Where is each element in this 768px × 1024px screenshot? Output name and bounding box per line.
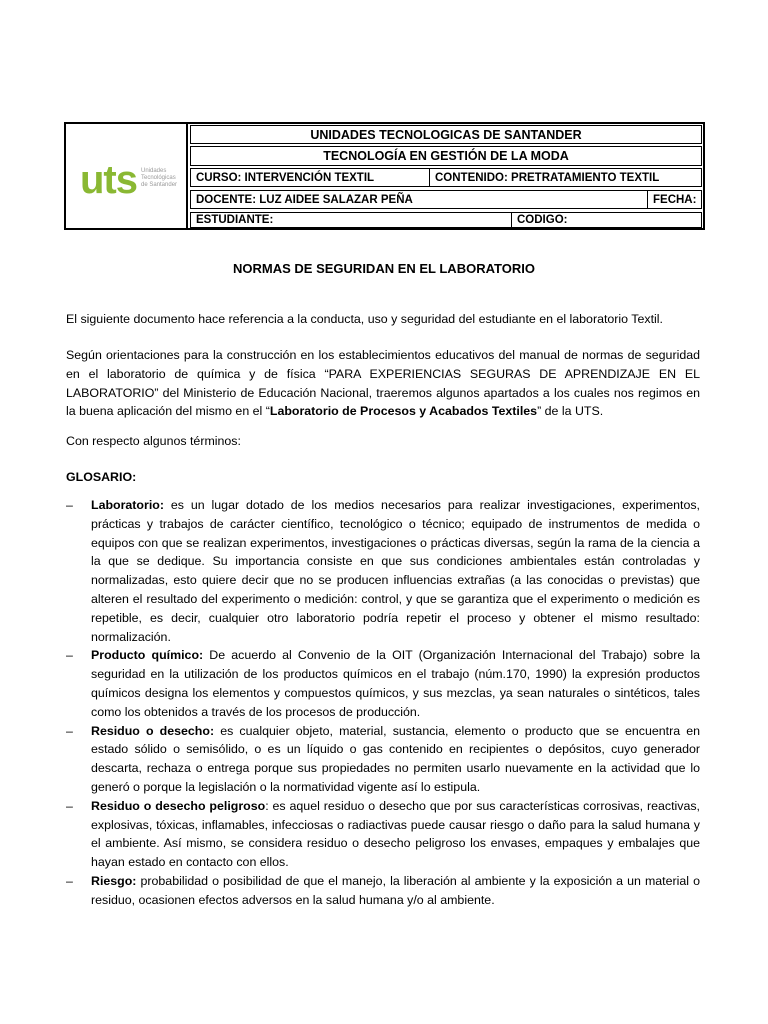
glossary-definition: : es aquel residuo o desecho que por sus características corrosivas, reactivas, explosivas, tóxicas, inflamables, infecciosas o radiactivas puede causar riesgo o daño para la salud humana y el ambiente. Así mismo, se considera residuo o desecho peligroso los envases, empaques y embalajes que hayan estado en contacto con ellos. <box>91 798 700 870</box>
document-header-table <box>64 122 705 230</box>
dash-bullet: – <box>66 723 73 738</box>
dash-bullet: – <box>66 648 73 663</box>
context-paragraph: Según orientaciones para la construcción en los establecimientos educativos del manual de normas de seguridad en el laboratorio de química y de física “PARA EXPERIENCIAS SEGURAS DE APRENDIZAJE EN EL LABORATORIO” del Ministerio de Educación Nacional, traeremos algunos apartados a los cuales nos regimos en la buena aplicación del mismo en el “Laboratorio de Procesos y Acabados Textiles” de la UTS. <box>66 348 700 419</box>
logo-cell <box>66 124 188 228</box>
teacher-field: DOCENTE: LUZ AIDEE SALAZAR PEÑA <box>196 193 413 206</box>
dash-bullet: – <box>66 498 73 512</box>
terms-intro: Con respecto algunos términos: <box>66 434 241 448</box>
glossary-item <box>66 646 700 721</box>
glossary-term: Residuo o desecho: <box>91 723 215 738</box>
teacher-row <box>190 190 702 209</box>
institution-name: UNIDADES TECNOLOGICAS DE SANTANDER <box>190 125 702 144</box>
date-field: FECHA: <box>647 191 701 208</box>
content-field: CONTENIDO: PRETRATAMIENTO TEXTIL <box>429 169 701 186</box>
code-field: CODIGO: <box>511 213 701 227</box>
glossary-term: Laboratorio: <box>91 498 164 512</box>
glossary-term: Residuo o desecho peligroso <box>91 798 266 813</box>
program-name: TECNOLOGÍA EN GESTIÓN DE LA MODA <box>190 146 702 166</box>
student-row <box>190 212 702 228</box>
glossary-heading: GLOSARIO: <box>66 470 137 484</box>
uts-logo: uts <box>80 158 137 202</box>
lab-name: Laboratorio de Procesos y Acabados Textiles <box>269 404 538 419</box>
course-row <box>190 168 702 187</box>
glossary-definition: De acuerdo al Convenio de la OIT (Organización Internacional del Trabajo) sobre la seguridad en la utilización de los productos químicos en el trabajo (núm.170, 1990) la expresión productos químicos designa los elementos y compuestos químicos, y sus mezclas, ya sean naturales o sintéticos, tales como los obtenidos a través de los procesos de producción. <box>91 648 700 719</box>
glossary-item <box>66 722 700 797</box>
glossary-definition: probabilidad o posibilidad de que el manejo, la liberación al ambiente y la exposición a un material o residuo, ocasionen efectos adversos en la salud humana y/o al ambiente. <box>91 873 700 907</box>
glossary-item <box>66 797 700 872</box>
glossary-term: Producto químico: <box>91 648 204 663</box>
student-field: ESTUDIANTE: <box>196 214 274 226</box>
glossary-definition: es un lugar dotado de los medios necesarios para realizar investigaciones, experimentos, prácticas y trabajos de carácter científico, tecnológico o técnico; equipado de instrumentos de medida o equipos con que se realizan experimentos, investigaciones o prácticas diversas, según la rama de la ciencia a la que se dedique. Su importancia consiste en que sus condiciones ambientales están controladas y normalizadas, esto quiere decir que no se producen influencias extrañas (a las conocidas o previstas) que alteren el resultado del experimento o medición: control, y que se garantiza que el experimento o medición es repetible, es decir, cualquier otro laboratorio podría repetir el proceso y obtener el mismo resultado: normalización. <box>91 498 700 644</box>
glossary-term: Riesgo: <box>91 873 137 888</box>
course-field: CURSO: INTERVENCIÓN TEXTIL <box>196 171 375 184</box>
glossary-list <box>66 496 700 910</box>
logo-caption: Unidades Tecnológicas de Santander <box>141 168 178 188</box>
document-title: NORMAS DE SEGURIDAN EN EL LABORATORIO <box>233 261 535 276</box>
glossary-definition: es cualquier objeto, material, sustancia, elemento o producto que se encuentra en estado sólido o semisólido, o es un líquido o gas contenido en recipientes o depósitos, cuyo generador descarta, rechaza o entrega porque sus propiedades no permiten usarlo nuevamente en la actividad que lo generó o porque la legislación o la normatividad vigente así lo estipula. <box>91 723 701 794</box>
glossary-item <box>66 496 700 646</box>
dash-bullet: – <box>66 798 73 813</box>
dash-bullet: – <box>66 873 73 888</box>
intro-paragraph: El siguiente documento hace referencia a la conducta, uso y seguridad del estudiante en el laboratorio Textil. <box>66 312 663 326</box>
glossary-item <box>66 872 700 910</box>
